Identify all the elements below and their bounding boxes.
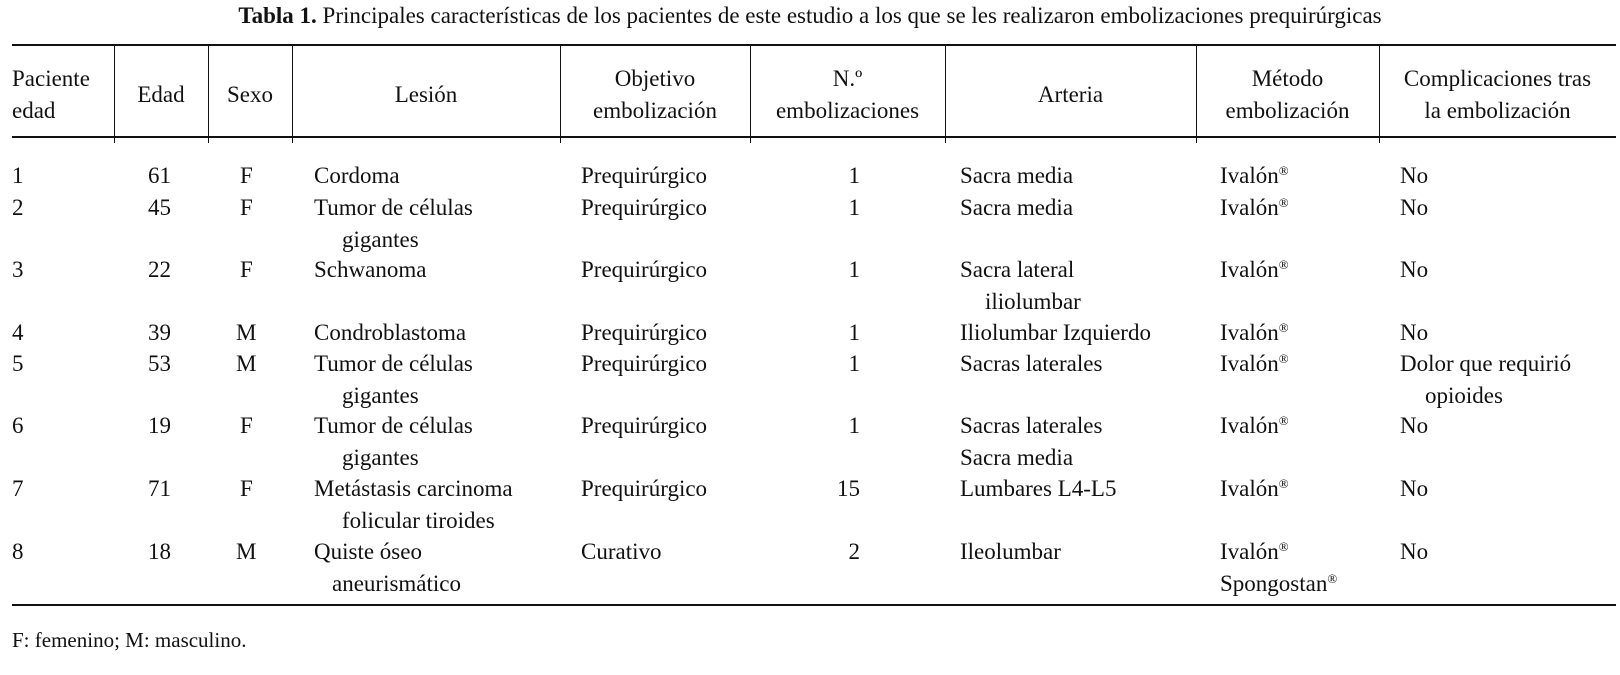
- cell-complicaciones: [1400, 410, 1428, 442]
- cell-sexo: M: [236, 539, 257, 564]
- method-text: Ivalón: [1220, 413, 1279, 438]
- cell-line: folicular tiroides: [342, 508, 495, 533]
- cell-metodo: [1220, 160, 1289, 192]
- registered-mark: ®: [1278, 195, 1289, 210]
- header-n-embolizaciones: [750, 46, 945, 143]
- cell-line: iliolumbar: [985, 289, 1081, 314]
- cell-arteria: [960, 348, 1102, 380]
- header-text: embolización: [593, 97, 717, 123]
- cell-complicaciones: [1400, 536, 1428, 568]
- caption-label: Tabla 1.: [238, 3, 317, 28]
- cell-complicaciones: [1400, 473, 1428, 505]
- registered-mark: ®: [1278, 351, 1289, 366]
- cell-paciente: 4: [12, 320, 24, 345]
- cell-lesion: [314, 473, 513, 537]
- cell-line: aneurismático: [332, 571, 462, 596]
- cell-arteria: [960, 317, 1151, 349]
- header-edad: [114, 46, 208, 143]
- cell-line: [1220, 192, 1289, 224]
- method-text: Spongostan: [1220, 571, 1328, 596]
- cell-objetivo: Prequirúrgico: [581, 195, 708, 220]
- cell-line: [1220, 473, 1289, 505]
- method-text: Ivalón: [1220, 539, 1279, 564]
- cell-arteria: [960, 536, 1061, 568]
- header-text: N.º: [832, 65, 863, 91]
- method-text: Ivalón: [1220, 476, 1279, 501]
- table-caption: [0, 2, 1620, 30]
- cell-edad: 39: [148, 320, 171, 345]
- registered-mark: ®: [1278, 413, 1289, 428]
- cell-n-embolizaciones: 1: [848, 195, 860, 220]
- cell-paciente: 1: [12, 163, 24, 188]
- registered-mark: ®: [1278, 539, 1289, 554]
- cell-line: No: [1400, 320, 1429, 345]
- cell-n-embolizaciones: 1: [848, 163, 860, 188]
- cell-line: No: [1400, 195, 1429, 220]
- caption-text: Principales características de los pacientes de este estudio a los que se les realizaron embolizaciones prequirúrgicas: [322, 3, 1382, 28]
- cell-edad: 19: [148, 413, 171, 438]
- cell-sexo: F: [240, 413, 253, 438]
- cell-objetivo: Prequirúrgico: [581, 413, 708, 438]
- header-text: edad: [12, 97, 56, 123]
- cell-line: [1220, 410, 1289, 442]
- cell-sexo: M: [236, 351, 257, 376]
- method-text: Ivalón: [1220, 195, 1279, 220]
- cell-paciente: 2: [12, 195, 24, 220]
- header-text: Lesión: [394, 81, 458, 107]
- cell-objetivo: Curativo: [581, 539, 662, 564]
- cell-edad: 53: [148, 351, 171, 376]
- cell-n-embolizaciones: 1: [848, 413, 860, 438]
- cell-n-embolizaciones: 1: [848, 320, 860, 345]
- cell-lesion: [314, 536, 461, 600]
- registered-mark: ®: [1278, 320, 1289, 335]
- cell-edad: 61: [148, 163, 171, 188]
- method-text: Ivalón: [1220, 163, 1279, 188]
- method-text: Ivalón: [1220, 351, 1279, 376]
- header-text: embolización: [1225, 97, 1350, 123]
- cell-paciente: 3: [12, 257, 24, 282]
- registered-mark: ®: [1278, 163, 1289, 178]
- cell-n-embolizaciones: 1: [848, 257, 860, 282]
- header-text: Método: [1251, 65, 1324, 91]
- header-text: Sexo: [227, 81, 273, 107]
- cell-line: [1220, 160, 1289, 192]
- header-complicaciones: [1379, 46, 1616, 143]
- cell-line: Sacras laterales: [960, 351, 1103, 376]
- header-sexo: [208, 46, 292, 143]
- cell-line: Lumbares L4-L5: [960, 476, 1117, 501]
- method-text: Ivalón: [1220, 320, 1279, 345]
- cell-sexo: F: [240, 476, 253, 501]
- cell-line: Sacra media: [960, 195, 1074, 220]
- header-text: Objetivo: [614, 65, 696, 91]
- cell-arteria: [960, 254, 1081, 318]
- cell-edad: 45: [148, 195, 171, 220]
- cell-line: [1220, 254, 1289, 286]
- header-arteria: [945, 46, 1196, 143]
- cell-paciente: 5: [12, 351, 24, 376]
- cell-line: Ileolumbar: [960, 539, 1061, 564]
- cell-metodo: [1220, 473, 1289, 505]
- cell-metodo: [1220, 348, 1289, 380]
- cell-lesion: [314, 348, 473, 412]
- header-objetivo: [560, 46, 750, 143]
- cell-line: Schwanoma: [314, 257, 427, 282]
- cell-line: Tumor de células: [314, 351, 473, 376]
- cell-sexo: F: [240, 195, 253, 220]
- cell-line: Tumor de células: [314, 413, 473, 438]
- cell-line: Sacra media: [960, 163, 1074, 188]
- cell-objetivo: Prequirúrgico: [581, 476, 708, 501]
- cell-lesion: [314, 160, 400, 192]
- header-text: Complicaciones tras: [1403, 65, 1592, 91]
- cell-arteria: [960, 160, 1073, 192]
- cell-complicaciones: [1400, 254, 1428, 286]
- cell-sexo: F: [240, 163, 253, 188]
- cell-lesion: [314, 192, 473, 256]
- cell-line: [1220, 568, 1337, 600]
- header-text: embolizaciones: [775, 97, 920, 123]
- cell-metodo: [1220, 254, 1289, 286]
- cell-line: Condroblastoma: [314, 320, 467, 345]
- cell-line: [1220, 348, 1289, 380]
- cell-line: Dolor que requirió: [1400, 351, 1572, 376]
- cell-objetivo: Prequirúrgico: [581, 257, 708, 282]
- cell-objetivo: Prequirúrgico: [581, 351, 708, 376]
- cell-line: No: [1400, 539, 1429, 564]
- table-footnote: F: femenino; M: masculino.: [12, 628, 247, 652]
- cell-objetivo: Prequirúrgico: [581, 163, 708, 188]
- cell-metodo: [1220, 317, 1289, 349]
- cell-lesion: [314, 410, 473, 474]
- header-text: Arteria: [1037, 81, 1104, 107]
- cell-arteria: [960, 192, 1073, 224]
- cell-metodo: [1220, 410, 1289, 442]
- cell-line: Metástasis carcinoma: [314, 476, 513, 501]
- cell-n-embolizaciones: 15: [837, 476, 860, 501]
- cell-lesion: [314, 317, 466, 349]
- cell-lesion: [314, 254, 426, 286]
- cell-metodo: [1220, 536, 1337, 600]
- cell-paciente: 8: [12, 539, 24, 564]
- cell-sexo: M: [236, 320, 257, 345]
- cell-line: Cordoma: [314, 163, 400, 188]
- cell-line: Sacras laterales: [960, 413, 1103, 438]
- header-text: la embolización: [1424, 97, 1571, 123]
- header-text: Paciente: [12, 65, 90, 91]
- cell-line: Tumor de células: [314, 195, 473, 220]
- cell-edad: 18: [148, 539, 171, 564]
- cell-line: Quiste óseo: [314, 539, 422, 564]
- cell-n-embolizaciones: 1: [848, 351, 860, 376]
- cell-n-embolizaciones: 2: [848, 539, 860, 564]
- registered-mark: ®: [1278, 476, 1289, 491]
- header-metodo: [1196, 46, 1379, 143]
- cell-line: No: [1400, 476, 1429, 501]
- cell-line: No: [1400, 163, 1429, 188]
- cell-edad: 22: [148, 257, 171, 282]
- cell-line: No: [1400, 257, 1429, 282]
- cell-arteria: [960, 473, 1116, 505]
- header-text: Edad: [137, 81, 185, 107]
- cell-edad: 71: [148, 476, 171, 501]
- registered-mark: ®: [1327, 571, 1338, 586]
- cell-line: opioides: [1425, 383, 1503, 408]
- cell-line: No: [1400, 413, 1429, 438]
- cell-complicaciones: [1400, 192, 1428, 224]
- cell-line: gigantes: [342, 445, 419, 470]
- cell-paciente: 7: [12, 476, 24, 501]
- cell-line: [1220, 317, 1289, 349]
- cell-line: Sacra lateral: [960, 257, 1075, 282]
- bottom-rule: [12, 604, 1616, 606]
- registered-mark: ®: [1278, 257, 1289, 272]
- cell-paciente: 6: [12, 413, 24, 438]
- cell-sexo: F: [240, 257, 253, 282]
- cell-objetivo: Prequirúrgico: [581, 320, 708, 345]
- cell-line: Sacra media: [960, 445, 1074, 470]
- cell-line: Iliolumbar Izquierdo: [960, 320, 1151, 345]
- cell-metodo: [1220, 192, 1289, 224]
- cell-arteria: [960, 410, 1102, 474]
- header-paciente: [12, 46, 114, 143]
- cell-complicaciones: [1400, 317, 1428, 349]
- cell-line: gigantes: [342, 227, 419, 252]
- cell-line: gigantes: [342, 383, 419, 408]
- header-lesion: [292, 46, 560, 143]
- cell-line: [1220, 536, 1337, 568]
- cell-complicaciones: [1400, 160, 1428, 192]
- cell-complicaciones: [1400, 348, 1571, 412]
- method-text: Ivalón: [1220, 257, 1279, 282]
